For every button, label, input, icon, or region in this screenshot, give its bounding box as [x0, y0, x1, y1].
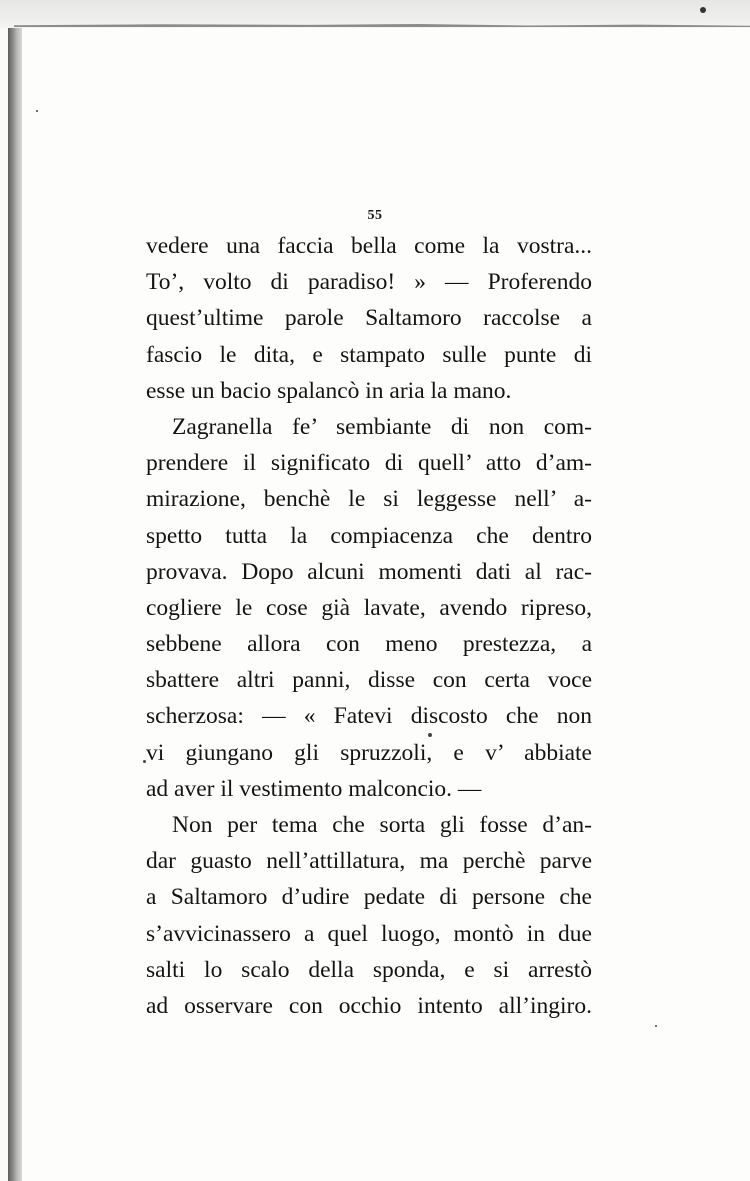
text-line: To’, volto di paradiso! » — Proferendo: [146, 269, 592, 296]
text-line: sebbene allora con meno prestezza, a: [146, 631, 592, 658]
text-line: mirazione, benchè le si leggesse nell’ a-: [146, 486, 592, 513]
page-number: 55: [367, 208, 383, 223]
text-line: quest’ultime parole Saltamoro raccolse a: [146, 305, 592, 332]
text-line: a Saltamoro d’udire pedate di persone che: [146, 884, 592, 911]
body-text: [146, 228, 592, 1024]
ink-speck: [700, 7, 706, 13]
text-line: ad osservare con occhio intento all’ingiro.: [146, 992, 592, 1019]
text-line: scherzosa: — « Fatevi discosto che non: [146, 703, 592, 730]
text-line: sbattere altri panni, disse con certa voce: [146, 667, 592, 694]
text-line: Zagranella fe’ sembiante di non com-: [172, 413, 592, 440]
text-line: dar guasto nell’attillatura, ma perchè parve: [146, 848, 592, 875]
text-line: vi giungano gli spruzzoli, e v’ abbiate: [146, 739, 592, 766]
ink-speck: [655, 1025, 657, 1027]
scan-top-border: [0, 0, 750, 28]
ink-speck: [36, 110, 38, 112]
text-line: esse un bacio spalancò in aria la mano.: [146, 377, 512, 404]
book-binding-edge: [8, 0, 22, 1181]
scan-left-margin: [0, 0, 8, 1181]
text-line: salti lo scalo della sponda, e si arrestò: [146, 956, 592, 983]
text-line: provava. Dopo alcuni momenti dati al rac-: [146, 558, 592, 585]
text-line: cogliere le cose già lavate, avendo ripreso,: [146, 594, 592, 621]
text-line: spetto tutta la compiacenza che dentro: [146, 522, 592, 549]
text-line: prendere il significato di quell’ atto d’am-: [146, 450, 592, 477]
text-line: ad aver il vestimento malconcio. —: [146, 775, 482, 802]
text-line: fascio le dita, e stampato sulle punte di: [146, 341, 592, 368]
text-line: s’avvicinassero a quel luogo, montò in due: [146, 920, 592, 947]
text-line: Non per tema che sorta gli fosse d’an-: [172, 812, 592, 838]
text-line: vedere una faccia bella come la vostra...: [146, 233, 592, 259]
